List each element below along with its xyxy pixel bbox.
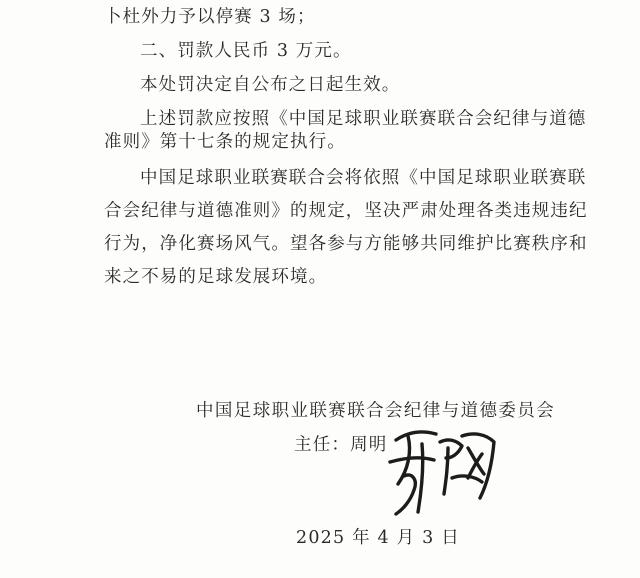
fine-execution-line-1: 上述罚款应按照《中国足球职业联赛联合会纪律与道德 — [140, 109, 587, 129]
penalty-line-fine: 二、罚款人民币 3 万元。 — [140, 41, 352, 61]
closing-paragraph-line-3: 行为，净化赛场风气。望各参与方能够共同维护比赛秩序和 — [104, 234, 588, 254]
closing-paragraph-line-4: 来之不易的足球发展环境。 — [104, 267, 328, 287]
issuing-committee: 中国足球职业联赛联合会纪律与道德委员会 — [196, 401, 556, 421]
handwritten-signature — [378, 418, 508, 518]
fine-execution-line-2: 准则》第十七条的规定执行。 — [104, 132, 346, 152]
issue-date: 2025 年 4 月 3 日 — [296, 528, 460, 548]
penalty-line-suspension: 卜杜外力予以停赛 3 场； — [104, 7, 316, 27]
closing-paragraph-line-2: 合会纪律与道德准则》的规定，坚决严肃处理各类违规违纪 — [104, 201, 588, 221]
committee-director: 主任：周明 — [294, 435, 388, 455]
effective-date-line: 本处罚决定自公布之日起生效。 — [140, 75, 401, 95]
closing-paragraph-line-1: 中国足球职业联赛联合会将依照《中国足球职业联赛联 — [140, 168, 587, 188]
